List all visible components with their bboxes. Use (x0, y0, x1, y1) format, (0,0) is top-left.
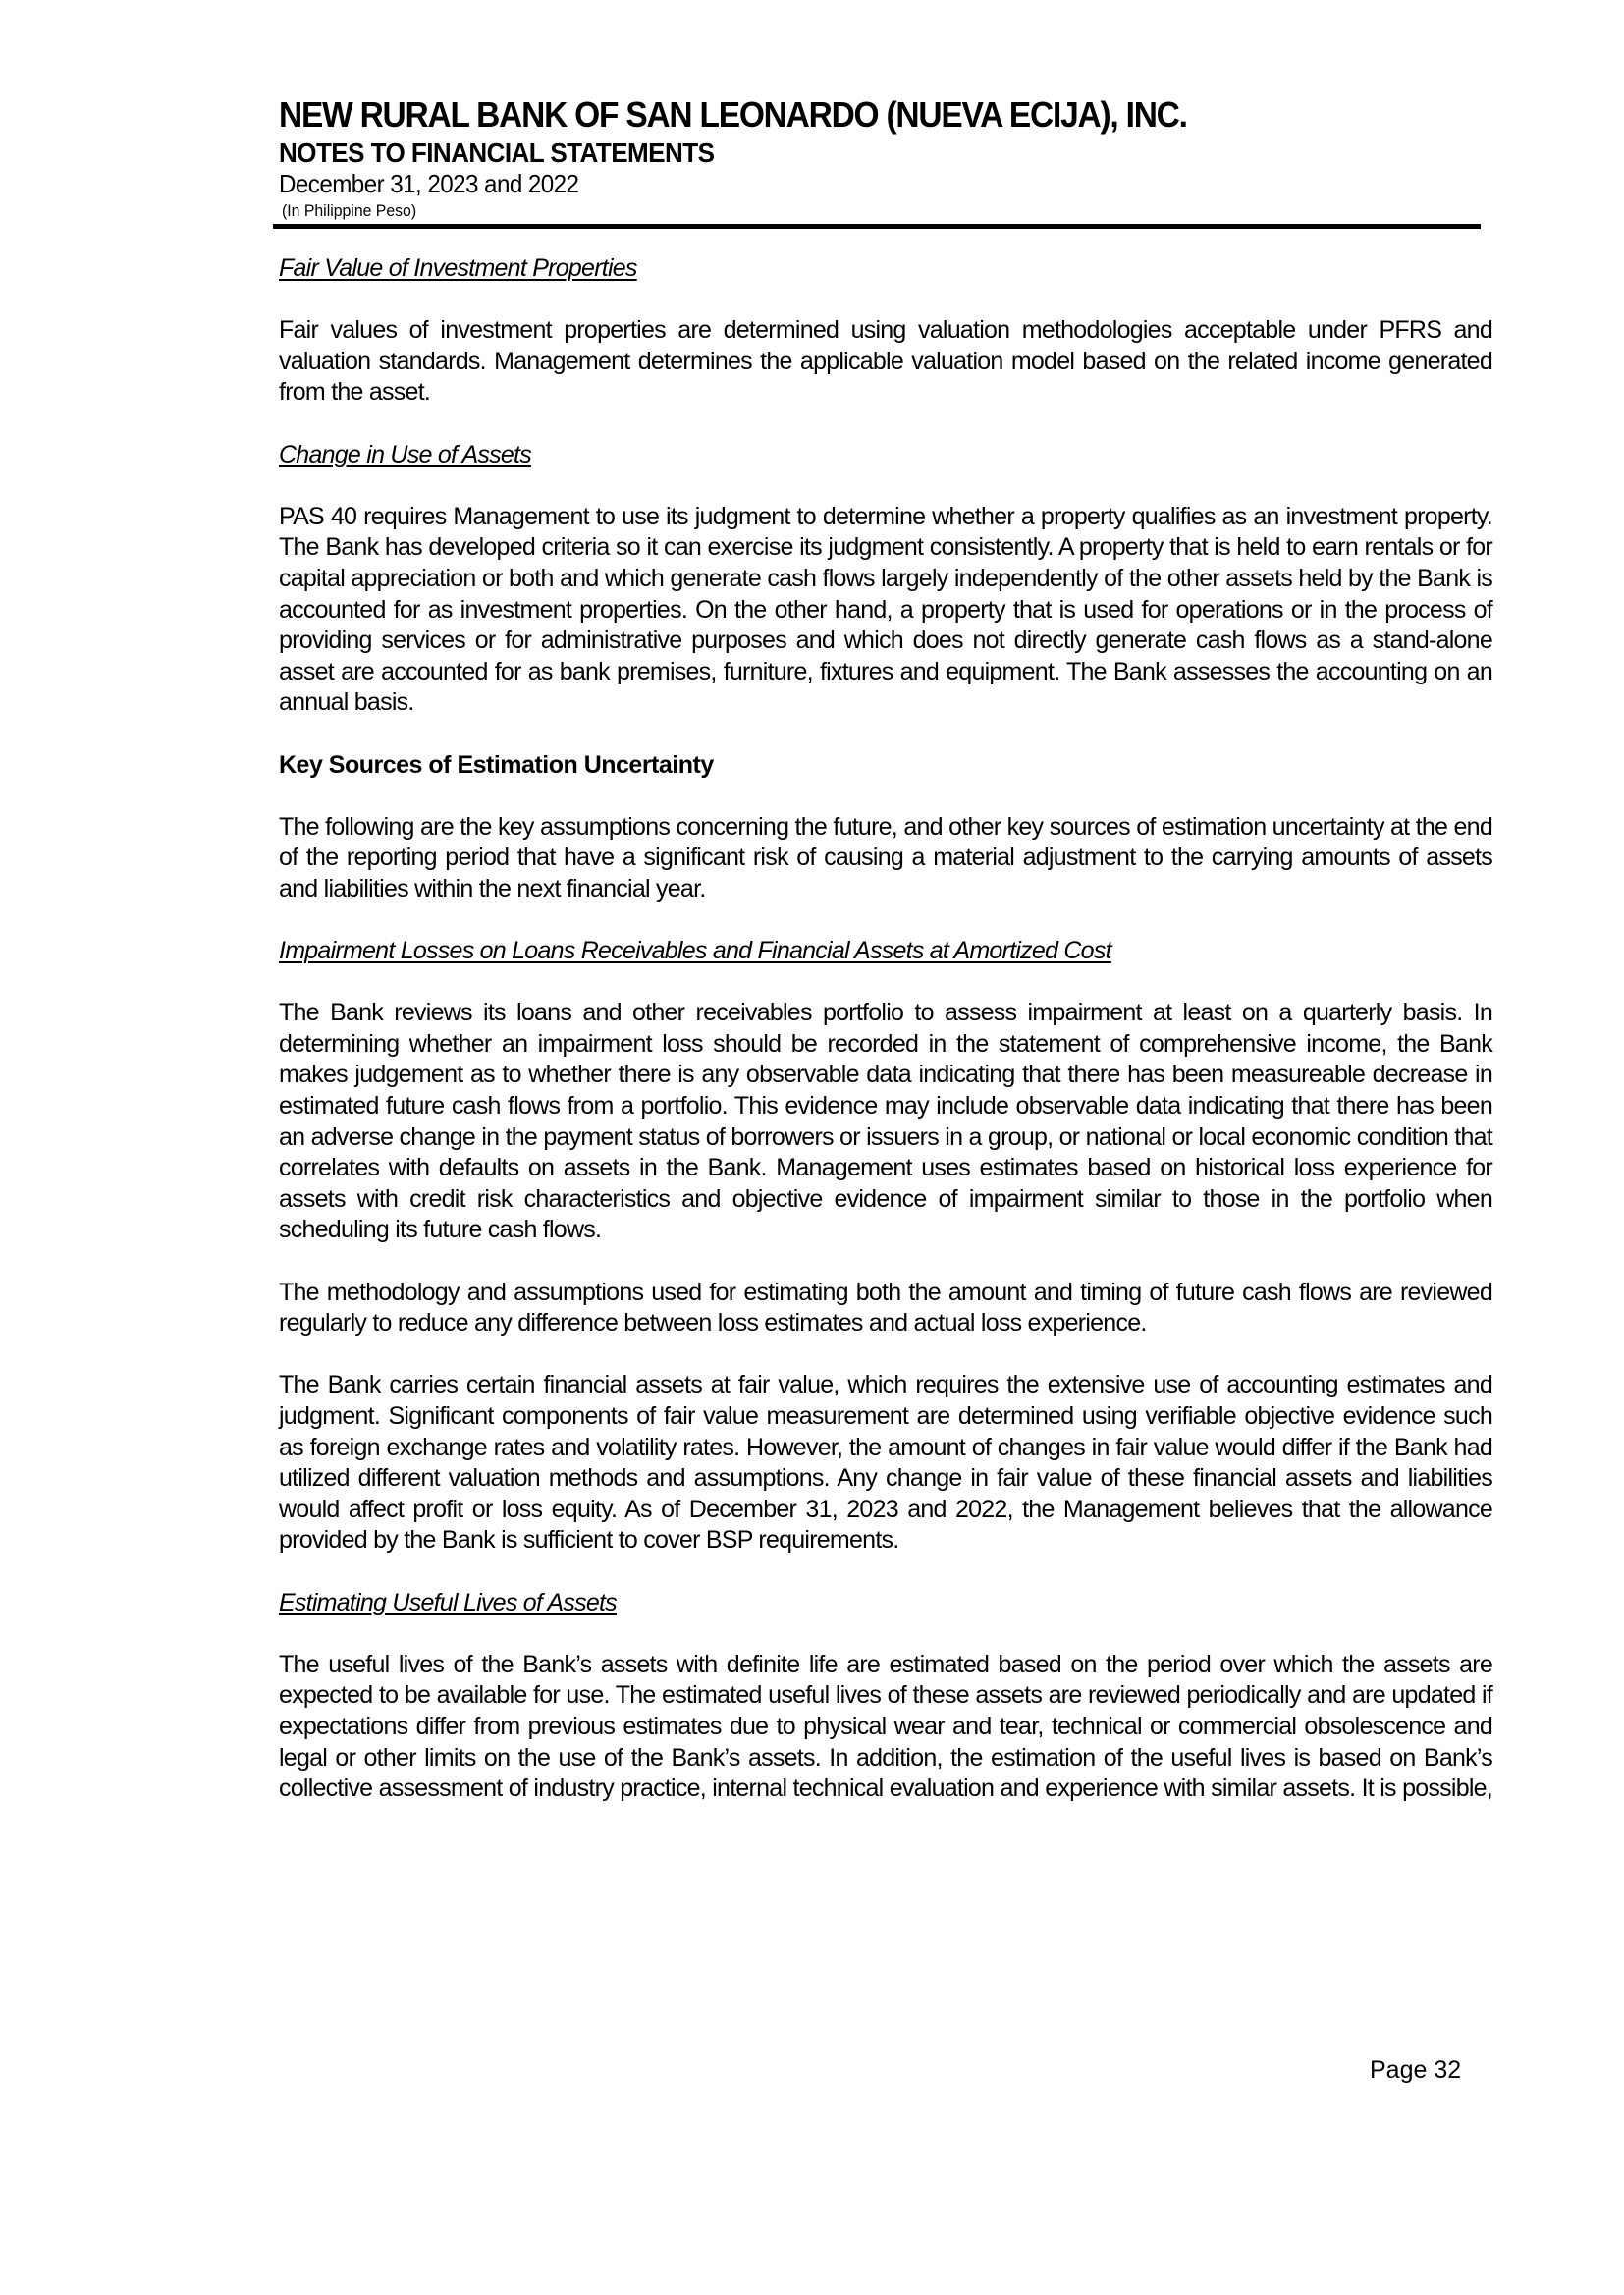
section-heading-change-in-use: Change in Use of Assets (279, 440, 531, 468)
paragraph-useful-lives: The useful lives of the Bank’s assets with definite life are estimated based on the period over which the assets are expected to be available for use. The estimated useful lives of these assets are reviewed periodically and are updated if expectations differ from previous estimates due to physical wear and tear, technical or commercial obsolescence and legal or other limits on the use of the Bank’s assets. In addition, the estimation of the useful lives is based on Bank’s collective assessment of industry practice, internal technical evaluation and experience with similar assets. It is possible, (279, 1650, 1492, 1803)
paragraph-key-sources: The following are the key assumptions concerning the future, and other key sources of estimation uncertainty at the end of the reporting period that have a significant risk of causing a material adjustment to the carrying amounts of assets and liabilities within the next financial year. (279, 812, 1492, 902)
paragraph-impairment-3: The Bank carries certain financial assets at fair value, which requires the extensive use of accounting estimates and judgment. Significant components of fair value measurement are determined using verifiable objective evidence such as foreign exchange rates and volatility rates. However, the amount of changes in fair value would differ if the Bank had utilized different valuation methods and assumptions. Any change in fair value of these financial assets and liabilities would affect profit or loss equity. As of December 31, 2023 and 2022, the Management believes that the allowance provided by the Bank is sufficient to cover BSP requirements. (279, 1371, 1492, 1555)
section-heading-fair-value: Fair Value of Investment Properties (279, 254, 637, 282)
document-body (279, 253, 1492, 1805)
page-number: Page 32 (1370, 2056, 1462, 2084)
header-rule (273, 224, 1481, 229)
paragraph-impairment-1: The Bank reviews its loans and other receivables portfolio to assess impairment at least on a quarterly basis. In determining whether an impairment loss should be recorded in the statement of comprehensive income, the Bank makes judgement as to whether there is any observable data indicating that there has been measureable decrease in estimated future cash flows from a portfolio. This evidence may include observable data indicating that there has been an adverse change in the payment status of borrowers or issuers in a group, or national or local economic condition that correlates with defaults on assets in the Bank. Management uses estimates based on historical loss experience for assets with credit risk characteristics and objective evidence of impairment similar to those in the portfolio when scheduling its future cash flows. (279, 999, 1492, 1244)
reporting-period: December 31, 2023 and 2022 (279, 169, 579, 198)
currency-note: (In Philippine Peso) (282, 201, 417, 220)
paragraph-fair-value: Fair values of investment properties are determined using valuation methodologies acceptable under PFRS and valuation standards. Management determines the applicable valuation model based on the related income generated from the asset. (279, 316, 1492, 407)
company-name: NEW RURAL BANK OF SAN LEONARDO (NUEVA ECIJA), INC. (279, 94, 1187, 135)
section-heading-useful-lives: Estimating Useful Lives of Assets (279, 1588, 617, 1616)
section-heading-impairment: Impairment Losses on Loans Receivables and Financial Assets at Amortized Cost (279, 937, 1111, 965)
paragraph-impairment-2: The methodology and assumptions used for estimating both the amount and timing of future cash flows are reviewed regularly to reduce any difference between loss estimates and actual loss experience. (279, 1278, 1492, 1338)
section-heading-key-sources: Key Sources of Estimation Uncertainty (279, 750, 714, 779)
paragraph-change-in-use: PAS 40 requires Management to use its judgment to determine whether a property qualifies as an investment property. The Bank has developed criteria so it can exercise its judgment consistently. A property that is held to earn rentals or for capital appreciation or both and which generate cash flows largely independently of the other assets held by the Bank is accounted for as investment properties. On the other hand, a property that is used for operations or in the process of providing services or for administrative purposes and which does not directly generate cash flows as a stand-alone asset are accounted for as bank premises, furniture, fixtures and equipment. The Bank assesses the accounting on an annual basis. (279, 502, 1492, 717)
document-title: NOTES TO FINANCIAL STATEMENTS (279, 137, 715, 168)
